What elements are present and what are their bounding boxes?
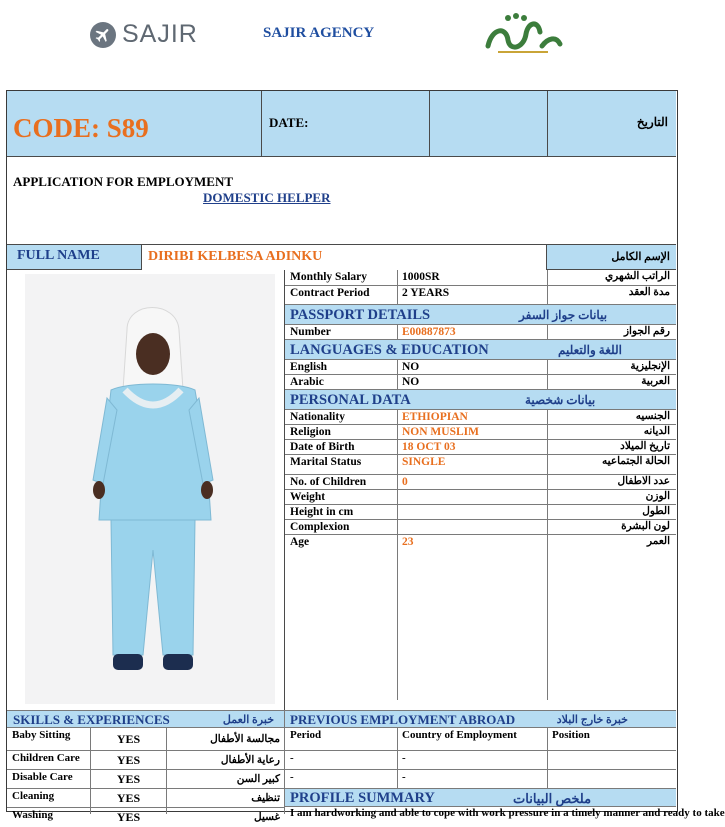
passport-section-header: PASSPORT DETAILS بيانات جواز السفر	[285, 305, 676, 325]
personal-row-height: Height in cm الطول	[285, 505, 676, 520]
application-title: APPLICATION FOR EMPLOYMENT	[13, 174, 234, 189]
details-table	[285, 270, 676, 700]
application-sheet	[6, 90, 725, 824]
personal-row-dob: Date of Birth 18 OCT 03 تاريخ الميلاد	[285, 440, 676, 455]
position-title: DOMESTIC HELPER	[203, 190, 331, 205]
full-name-value: DIRIBI KELBESA ADINKU	[142, 245, 547, 270]
contract-row-salary: Monthly Salary 1000SR الراتب الشهري	[285, 270, 676, 286]
profile-summary-text: I am hardworking and able to cope with work pressure in a timely manner and ready to take	[290, 807, 725, 819]
code-row	[7, 91, 676, 157]
passport-number-row: Number E00887873 رقم الجواز	[285, 325, 676, 340]
personal-row-nationality: Nationality ETHIOPIAN الجنسيه	[285, 410, 676, 425]
agency-title: SAJIR AGENCY	[263, 25, 375, 41]
skill-row-washing: Washing YES غسيل	[7, 808, 285, 814]
airplane-icon	[90, 22, 116, 48]
personal-row-children: No. of Children 0 عدد الاطفال	[285, 475, 676, 490]
full-name-label-ar: الإسم الكامل	[611, 251, 670, 263]
skill-row-baby-sitting: Baby Sitting YES مجالسة الأطفال	[7, 728, 285, 751]
brand-name: SAJIR	[122, 20, 198, 48]
language-row-english: English NO الإنجليزية	[285, 360, 676, 375]
candidate-code: CODE: S89	[13, 113, 149, 143]
personal-row-religion: Religion NON MUSLIM الديانه	[285, 425, 676, 440]
page-header	[0, 0, 686, 90]
contract-row-period: Contract Period 2 YEARS مدة العقد	[285, 286, 676, 305]
skill-row-disable-care: Disable Care YES كبير السن	[7, 770, 285, 789]
full-name-label: FULL NAME	[7, 245, 142, 270]
previous-employment-row: - -	[285, 751, 676, 770]
shara-logo	[478, 8, 568, 68]
date-label: DATE:	[269, 115, 309, 130]
personal-row-age: Age 23 العمر	[285, 535, 676, 700]
language-row-arabic: Arabic NO العربية	[285, 375, 676, 390]
full-name-row	[7, 245, 676, 270]
skill-row-children-care: Children Care YES رعاية الأطفال	[7, 751, 285, 770]
personal-section-header: PERSONAL DATA بيانات شخصية	[285, 390, 676, 410]
previous-employment-header: PREVIOUS EMPLOYMENT ABROAD خبرة خارج البلاد	[285, 710, 676, 728]
languages-section-header: LANGUAGES & EDUCATION اللغة والتعليم	[285, 340, 676, 360]
previous-employment-headers: Period Country of Employment Position	[285, 728, 676, 751]
sajir-logo	[90, 20, 198, 49]
profile-summary-header: PROFILE SUMMARY ملخص البيانات	[285, 789, 676, 807]
skills-section-header: SKILLS & EXPERIENCES خبرة العمل	[7, 710, 285, 728]
application-title-block	[7, 157, 676, 245]
personal-row-weight: Weight الوزن	[285, 490, 676, 505]
bottom-section	[7, 710, 725, 824]
candidate-photo	[7, 270, 285, 710]
skill-row-cleaning: Cleaning YES تنظيف	[7, 789, 285, 808]
previous-employment-row: - -	[285, 770, 676, 789]
personal-row-complexion: Complexion لون البشرة	[285, 520, 676, 535]
personal-row-marital: Marital Status SINGLE الحالة الجتماعيه	[285, 455, 676, 475]
date-label-ar: التاريخ	[636, 115, 668, 129]
